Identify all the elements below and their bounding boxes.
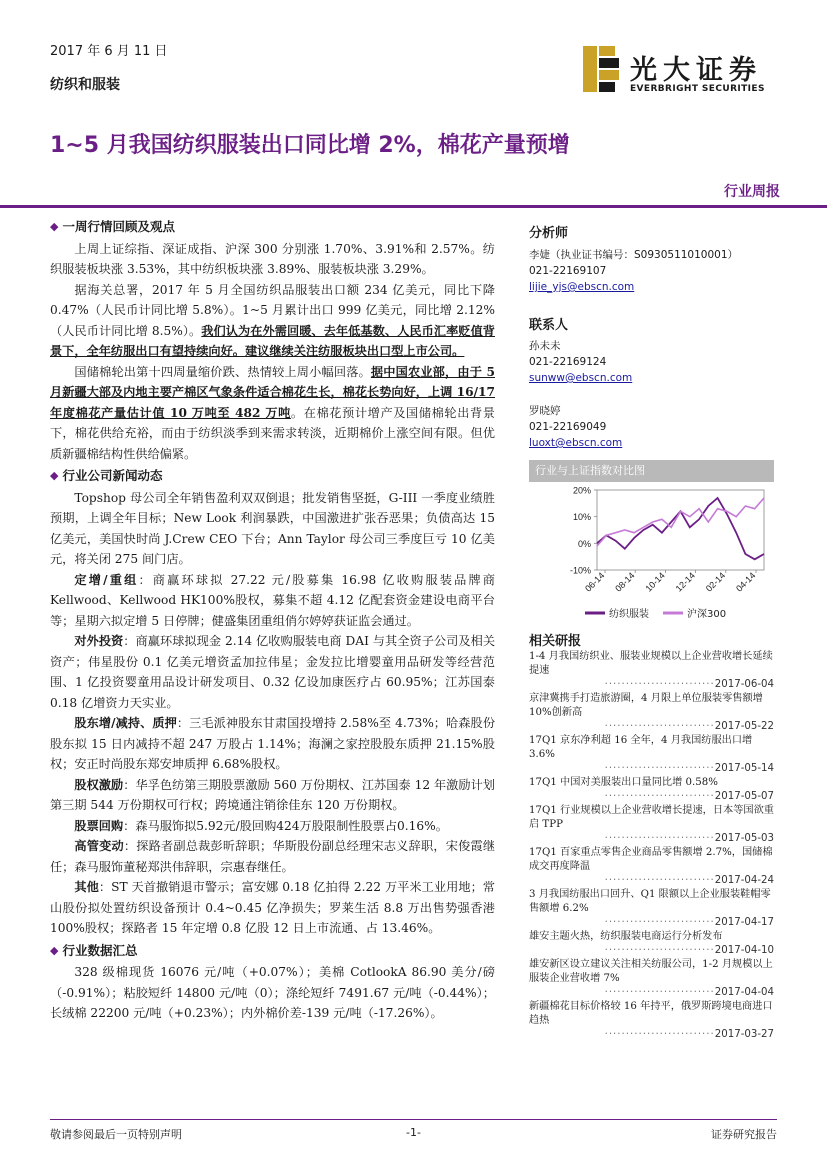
logo-text-cn: 光大证券 [630,55,762,86]
related-item-title[interactable]: 1-4 月我国纺织业、服装业规模以上企业营收增长延续提速 [529,651,773,676]
x-tick-label: 08-14 [613,570,637,594]
leader-dots: ·························· [604,945,715,956]
related-item[interactable] [529,930,774,958]
related-item-date: 2017-03-27 [714,1029,774,1040]
related-item[interactable] [529,1000,774,1042]
y-tick-label: 0% [577,538,591,549]
related-item[interactable] [529,734,774,776]
leader-dots: ·························· [604,833,715,844]
news-label: 其他 [74,880,99,894]
leader-dots: ·························· [604,791,715,802]
related-item-date-row [529,916,774,930]
related-item-date-row [529,790,774,804]
doc-type-label: 行业周报 [724,184,780,200]
related-item[interactable] [529,958,774,1000]
section-title: 行业公司新闻动态 [62,468,163,483]
related-item-date-row [529,720,774,734]
related-item-title[interactable]: 新疆棉花目标价格较 16 年持平，俄罗斯跨境电商进口趋热 [529,1001,773,1026]
news-text: ：三毛派神股东甘肃国投增持 2.58%至 4.73%；哈森股份股东拟 15 日内减持不超 247 万股占 1.14%；海澜之家控股股东质押 21.15%股权；安正时尚股东郑安坤质押 6.68%股权。 [50,716,496,771]
report-date: 2017 年 6 月 11 日 [50,44,168,59]
related-item[interactable] [529,776,774,804]
leader-dots: ·························· [604,917,715,928]
cotton-reserve: 国储棉轮出第十四周量缩价跌、热情较上周小幅回落。 [74,364,371,379]
contact-phone: 021-22169049 [529,421,607,433]
news-label: 定增/重组 [74,572,139,587]
related-item-date: 2017-06-04 [714,679,774,690]
paragraph-investment [50,631,495,713]
footer-report-type: 证券研究报告 [711,1128,777,1141]
news-label: 股票回购 [74,818,124,833]
related-item-title[interactable]: 17Q1 百家重点零售企业商品零售额增 2.7%，国储棉成交再度降温 [529,847,773,872]
related-item-date-row [529,874,774,888]
related-item[interactable] [529,888,774,930]
paragraph-other [50,877,495,939]
y-tick-label: 10% [572,512,591,523]
chart-plot [529,482,774,632]
legend-label: 纺织服装 [609,609,649,620]
related-item[interactable] [529,650,774,692]
x-tick-label: 10-14 [643,570,667,594]
related-item-date: 2017-04-10 [714,945,774,956]
paragraph-intl-news: Topshop 母公司全年销售盈利双双倒退；批发销售坚挺，G-III 一季度业绩胜预期，上调全年目标；New Look 利润暴跌，中国激进扩张吞恶果；负债高达 15 亿美元，美国快时尚 J.Crew CEO 下台；Ann Taylor 母公司三季度巨亏 10 亿美元，将关闭 275 间门店。 [50,490,495,566]
related-item[interactable] [529,692,774,734]
news-text: ：商赢环球拟现金 2.14 亿收购服装电商 DAI 与其全资子公司及相关资产；伟星股份 0.1 亿美元增资孟加拉伟星；金发拉比增婴童用品研发等经营范围、1 亿投资婴童用品设计研发项目、0.32 亿设加康医疗占 60.95%；江苏国泰 0.18 亿增资力天实业。 [50,634,496,710]
report-title: 1~5 月我国纺织服装出口同比增 2%，棉花产量预增 [50,133,570,158]
analyst-heading: 分析师 [529,226,569,241]
y-tick-label: -10% [569,565,591,576]
related-list [529,650,774,1042]
diamond-bullet-icon: ◆ [50,469,59,482]
paragraph-incentive [50,775,495,816]
contact-email-link[interactable]: luoxt@ebscn.com [529,437,623,449]
export-view: 我们认为在外需回暖、去年低基数、人民币汇率贬值背景下，全年纺服出口有望持续向好。建议继续关注纺服板块出口型上市公司。 [50,323,495,358]
contact-name: 罗晓婷 [529,405,561,417]
news-label: 高管变动 [74,839,124,853]
related-item-title[interactable]: 17Q1 行业规模以上企业营收增长提速，日本等国欲重启 TPP [529,805,774,830]
x-tick-label: 06-14 [583,570,607,594]
x-tick-label: 02-14 [703,570,728,594]
cotton-outlook: 。在棉花预计增产及国储棉轮出背景下，棉花供给充裕，而由于纺织淡季到来需求转淡，近期棉价上涨空间有限。但优质新疆棉结构性供给偏紧。 [50,405,495,461]
paragraph-cotton [50,362,495,465]
leader-dots: ·························· [604,721,715,732]
paragraph-market: 上周上证综指、深证成指、沪深 300 分别涨 1.70%、3.91%和 2.57%。纺织服装板块涨 3.53%，其中纺织板块涨 3.89%、服装板块涨 3.29%。 [50,241,495,276]
contact-phone: 021-22169124 [529,356,607,368]
contact-email-link[interactable]: sunww@ebscn.com [529,372,633,384]
news-label: 对外投资 [74,634,124,648]
main-column [50,215,495,1024]
related-item-date-row [529,1028,774,1042]
paragraph-executives [50,836,495,877]
news-label: 股权激励 [74,777,124,792]
cotton-output: 据中国农业部，由于 5 月新疆大部及内地主要产棉区气象条件适合棉花生长，棉花长势向好，上调 16/17 年度棉花产量估计值 10 万吨至 482 万吨 [50,364,495,420]
contact-name: 孙未未 [529,340,561,352]
news-text: ：华孚色纺第三期股票激励 560 万份期权、江苏国泰 12 年激励计划第三期 544 万份期权可行权；跨境通注销徐佳东 120 万份期权。 [50,777,495,812]
news-text: ：森马服饰拟5.92元/股回购424万股限制性股票占0.16%。 [123,818,448,833]
related-item-date: 2017-04-24 [714,875,774,886]
diamond-bullet-icon: ◆ [50,220,59,233]
leader-dots: ·························· [604,763,715,774]
section-title: 行业数据汇总 [62,942,138,958]
section-heading-data [50,941,495,962]
leader-dots: ·························· [604,875,715,886]
news-label: 股东增/减持、质押 [74,716,177,730]
related-heading: 相关研报 [529,634,582,649]
related-item-date: 2017-04-17 [714,917,774,928]
related-item[interactable] [529,804,774,846]
leader-dots: ·························· [604,1029,715,1040]
related-item-date: 2017-04-04 [714,987,774,998]
logo-text-en: EVERBRIGHT SECURITIES [630,84,765,94]
news-text: ：商赢环球拟 27.22 元/股募集 16.98 亿收购服装品牌商 Kellwood、Kellwood HK100%股权，募集不超 4.12 亿配套资金建设电商平台等；星期六拟定增 5 日停牌；健盛集团重组俏尔婷婷获证监会通过。 [50,572,495,628]
related-item-date: 2017-05-22 [714,721,774,732]
contact-heading: 联系人 [529,318,569,333]
related-item-date-row [529,678,774,692]
section-heading-market [50,217,495,238]
y-tick-label: 20% [572,485,591,496]
leader-dots: ·························· [604,679,715,690]
paragraph-holdings [50,713,495,775]
footer-divider [50,1119,777,1120]
diamond-bullet-icon: ◆ [50,943,59,957]
sector-label: 纺织和服装 [50,77,120,93]
related-item[interactable] [529,846,774,888]
paragraph-placement [50,570,495,632]
related-item-date-row [529,986,774,1000]
related-item-title[interactable]: 雄安新区设立建议关注相关纺服公司，1-2 月规模以上服装企业营收增 7% [529,959,773,984]
paragraph-prices: 328 级棉现货 16076 元/吨（+0.07%）；美棉 CotlookA 86.90 美分/磅（-0.91%）；粘胶短纤 14800 元/吨（0）；涤纶短纤 7491.67 元/吨（-0.44%）；长绒棉 22200 元/吨（+0.23%）；内外棉价差-139 元/吨（-17.26%）。 [50,965,495,1020]
related-item-date: 2017-05-14 [714,763,774,774]
section-title: 一周行情回顾及观点 [62,219,175,234]
news-text: ：ST 天首撤销退市警示；富安娜 0.18 亿拍得 2.22 万平米工业用地；常山股份拟处置纺织设备预计 0.4~0.45 亿净损失；罗莱生活 8.8 万出售势强香港100%股权；探路者 15 年定增 0.8 亿股 12 日上市流通、占 13.46%。 [50,880,495,935]
export-stats: 据海关总署，2017 年 5 月全国纺织品服装出口额 234 亿美元，同比下降 0.47%（人民币计同比增 5.8%）。1~5 月累计出口 999 亿美元，同比增 2.12%（人民币计同比增 8.5%）。 [50,282,495,338]
related-item-title[interactable]: 3 月我国纺服出口回升、Q1 限额以上企业服装鞋帽零售额增 6.2% [529,889,771,914]
legend-label: 沪深300 [687,609,727,620]
x-tick-label: 04-14 [734,570,758,594]
leader-dots: ·························· [604,987,715,998]
section-heading-news [50,466,495,487]
analyst-name: 李婕（执业证书编号：S0930511010001） [529,249,739,261]
related-item-title[interactable]: 雄安主题火热，纺织服装电商运行分析发布 [529,931,723,942]
related-item-date-row [529,944,774,958]
related-item-date-row [529,832,774,846]
chart-title: 行业与上证指数对比图 [529,460,774,482]
everbright-logo-icon [583,46,619,92]
related-item-date: 2017-05-07 [714,791,774,802]
news-text: ：探路者副总裁彭昕辞职；华斯股份副总经理宋志义辞职，宋俊霞继任；森马服饰董秘郑洪伟辞职，宗惠春继任。 [50,839,496,874]
analyst-email-link[interactable]: lijie_yjs@ebscn.com [529,281,635,293]
footer-disclaimer: 敬请参阅最后一页特别声明 [50,1128,182,1141]
related-item-title[interactable]: 17Q1 京东净利超 16 全年，4 月我国纺服出口增 3.6% [529,735,753,760]
header-divider [0,205,827,208]
analyst-phone: 021-22169107 [529,265,607,277]
x-tick-label: 12-14 [673,570,698,594]
related-item-title[interactable]: 17Q1 中国对美服装出口量同比增 0.58% [529,777,718,788]
related-item-date: 2017-05-03 [714,833,774,844]
series-line-textile [597,498,764,559]
page-number: -1- [406,1126,421,1139]
paragraph-export [50,280,495,362]
related-item-date-row [529,762,774,776]
related-item-title[interactable]: 京津冀携手打造旅游圈，4 月限上单位服装零售额增 10%创新高 [529,693,763,718]
paragraph-buyback [50,816,495,837]
comparison-chart [529,460,774,632]
